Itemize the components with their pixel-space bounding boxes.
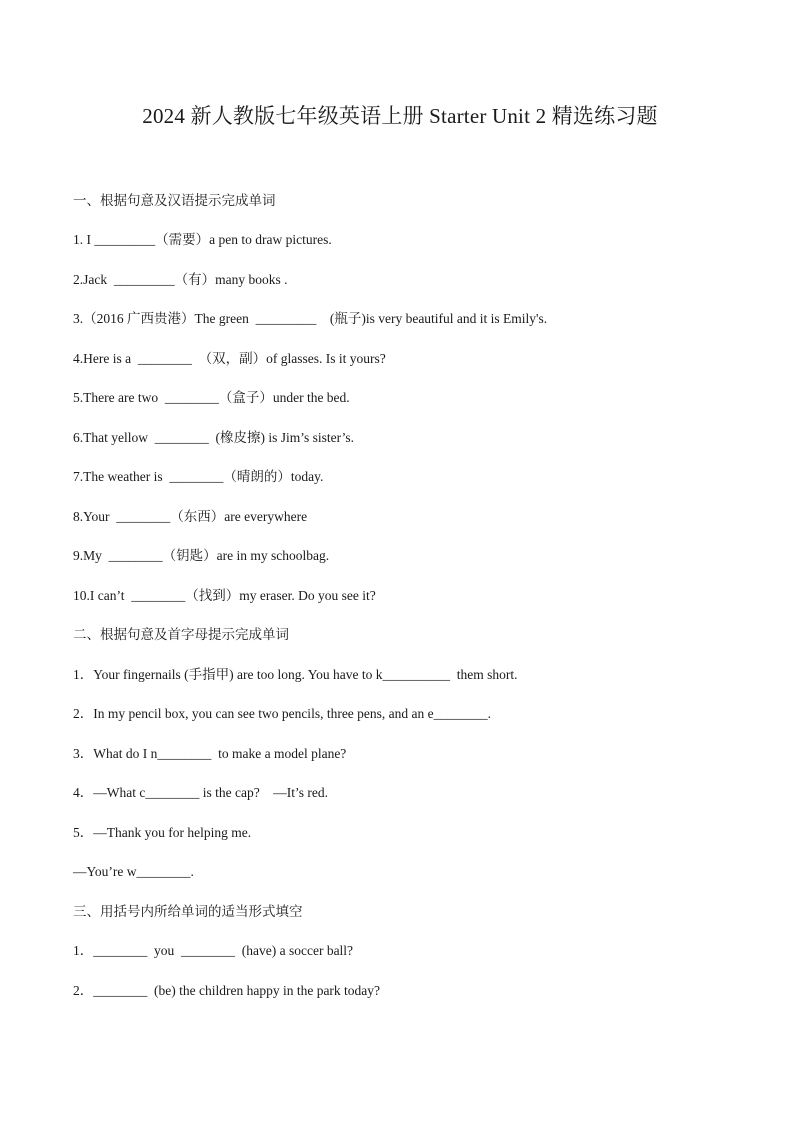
section-heading-2: 二、根据句意及首字母提示完成单词 [73, 627, 289, 642]
section-heading-3: 三、用括号内所给单词的适当形式填空 [73, 904, 303, 919]
exercise-item: 6.That yellow ________ (橡皮擦) is Jim’s sister’s. [73, 430, 354, 445]
exercise-item: 3.（2016 广西贵港）The green _________ (瓶子)is very beautiful and it is Emily's. [73, 311, 548, 326]
document-title: 2024 新人教版七年级英语上册 Starter Unit 2 精选练习题 [142, 104, 658, 128]
exercise-item: 9.My ________（钥匙）are in my schoolbag. [73, 548, 330, 563]
exercise-item: 2．________ (be) the children happy in the park today? [73, 983, 381, 998]
exercise-item: 2．In my pencil box, you can see two pencils, three pens, and an e________. [73, 706, 492, 721]
exercise-item: 2.Jack _________（有）many books . [73, 272, 288, 287]
exercise-item: 1．________ you ________ (have) a soccer ball? [73, 943, 354, 958]
exercise-item: 5．—Thank you for helping me. [73, 825, 252, 840]
exercise-item: 4.Here is a ________ （双，副）of glasses. Is it yours? [73, 351, 386, 366]
exercise-item: 3．What do I n________ to make a model plane? [73, 746, 347, 761]
exercise-item: 4．—What c________ is the cap? —It’s red. [73, 785, 328, 800]
exercise-item: 1．Your fingernails (手指甲) are too long. You have to k__________ them short. [73, 667, 518, 682]
exercise-item: 7.The weather is ________（晴朗的）today. [73, 469, 324, 484]
exercise-item: 10.I can’t ________（找到）my eraser. Do you see it? [73, 588, 376, 603]
section-heading-1: 一、根据句意及汉语提示完成单词 [73, 193, 276, 208]
exercise-item: 8.Your ________（东西）are everywhere [73, 509, 308, 524]
exercise-item: 5.There are two ________（盒子）under the bed. [73, 390, 350, 405]
exercise-item-reply: —You’re w________. [73, 864, 194, 879]
exercise-item: 1. I _________（需要）a pen to draw pictures. [73, 232, 332, 247]
